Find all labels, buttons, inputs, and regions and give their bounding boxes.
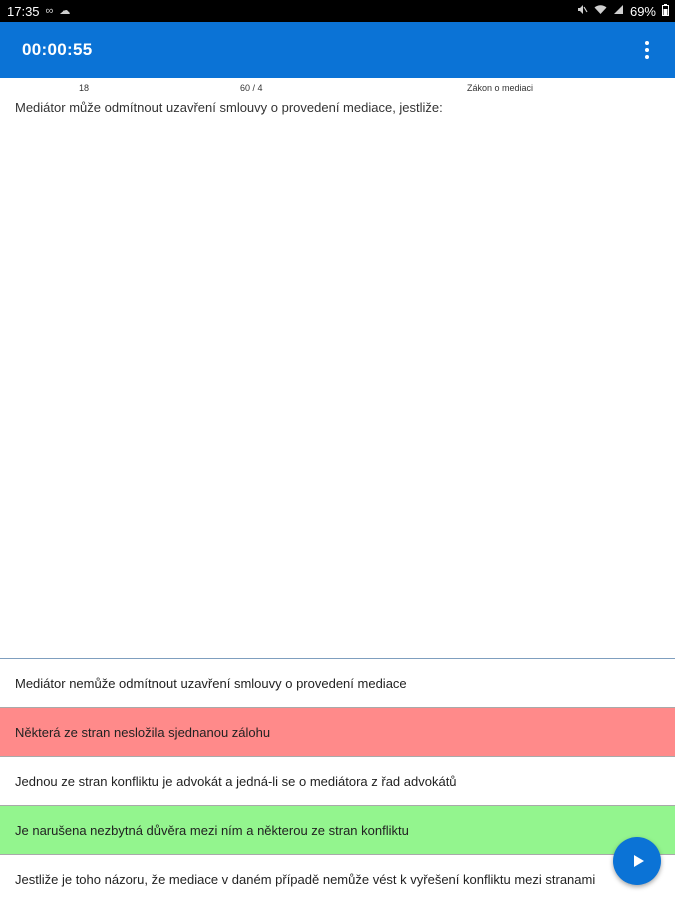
- elapsed-timer: 00:00:55: [22, 40, 93, 59]
- answer-option-4[interactable]: Je narušena nezbytná důvěra mezi ním a některou ze stran konfliktu: [0, 805, 675, 854]
- cloud-icon: ☁: [59, 4, 71, 17]
- wifi-icon: [594, 4, 607, 18]
- question-number: 18: [79, 83, 90, 93]
- battery-icon: [662, 4, 669, 19]
- question-text: Mediátor může odmítnout uzavření smlouvy o provedení mediace, jestliže:: [15, 100, 443, 115]
- answer-option-2[interactable]: Některá ze stran nesložila sjednanou zálohu: [0, 707, 675, 756]
- answer-option-3[interactable]: Jednou ze stran konfliktu je advokát a jedná-li se o mediátora z řad advokátů: [0, 756, 675, 805]
- status-time: 17:35: [7, 3, 40, 19]
- status-right: [577, 4, 669, 19]
- mute-icon: [577, 4, 588, 18]
- signal-icon: [613, 4, 624, 18]
- answer-list: [0, 658, 675, 900]
- answer-option-5[interactable]: Jestliže je toho názoru, že mediace v daném případě nemůže vést k vyřešení konfliktu mezi stranami: [0, 854, 675, 900]
- status-bar: [0, 0, 675, 22]
- question-progress: 60 / 4: [240, 83, 263, 93]
- next-question-button[interactable]: [613, 837, 661, 885]
- answer-option-1[interactable]: Mediátor nemůže odmítnout uzavření smlouvy o provedení mediace: [0, 658, 675, 707]
- infinity-icon: ∞: [45, 4, 54, 17]
- question-info-row: [0, 83, 675, 95]
- question-topic: Zákon o mediaci: [467, 83, 534, 93]
- battery-level: 69%: [629, 3, 656, 19]
- more-vert-icon[interactable]: [637, 36, 657, 64]
- play-arrow-icon: [634, 855, 644, 867]
- app-bar: [0, 22, 675, 78]
- status-left: [7, 4, 70, 19]
